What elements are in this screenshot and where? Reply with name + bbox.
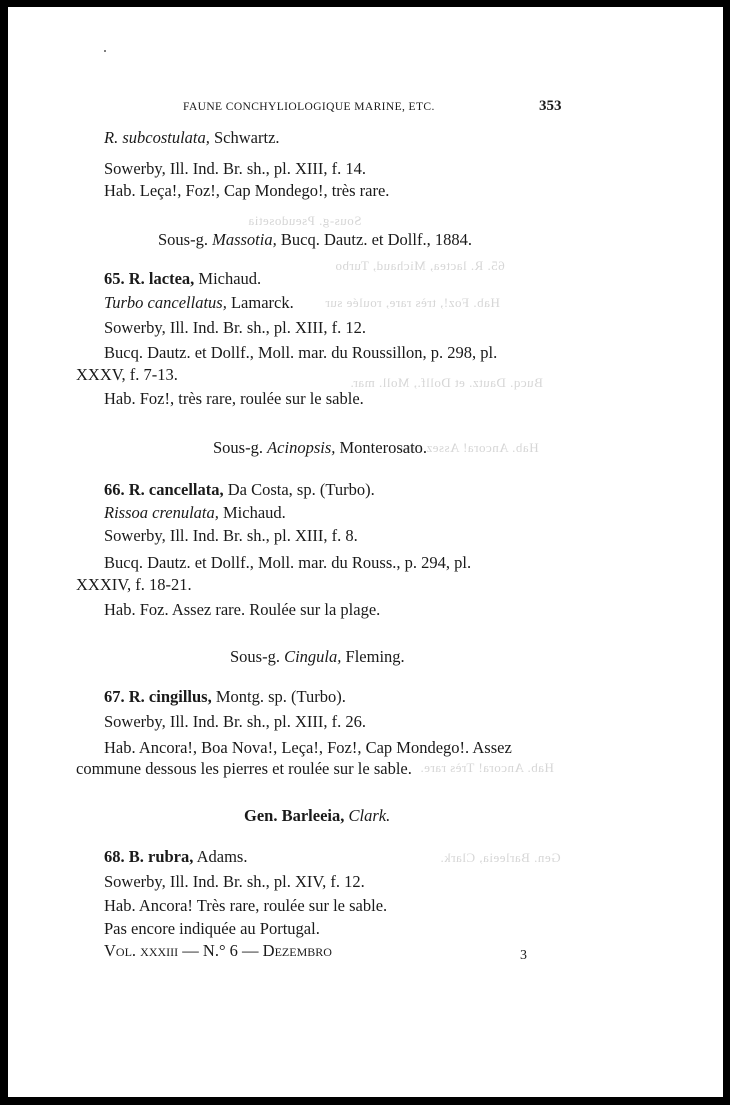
volume-line: Vol. xxxiii — N.° 6 — Dezembro <box>104 941 332 960</box>
bleed-through-text: 65. R. lactea, Michaud, Turbo <box>335 258 505 273</box>
habitat-line: Hab. Foz. Assez rare. Roulée sur la plage. <box>104 600 381 619</box>
bleed-through-text: Bucq. Dautz. et Dollf., Moll. mar. <box>350 375 543 390</box>
synonym-author: Lamarck. <box>226 293 294 312</box>
species-author: Schwartz. <box>209 128 280 147</box>
species-number-name: 67. R. cingillus, <box>104 687 212 706</box>
page-number: 353 <box>539 98 562 114</box>
species-number-name: 65. R. lactea, <box>104 269 195 288</box>
species-number-name: 68. B. rubra, <box>104 847 194 866</box>
reference-line: Sowerby, Ill. Ind. Br. sh., pl. XIII, f. 14. <box>104 159 366 178</box>
reference-line: Sowerby, Ill. Ind. Br. sh., pl. XIII, f. 8. <box>104 526 358 545</box>
reference-line: Sowerby, Ill. Ind. Br. sh., pl. XIII, f. 12. <box>104 318 366 337</box>
bleed-through-text: Hab. Foz!, très rare, roulée sur <box>325 295 500 310</box>
species-name: R. subcostulata, <box>104 128 210 147</box>
habitat-line: Hab. Foz!, très rare, roulée sur le sable. <box>104 389 364 408</box>
genus-name: Gen. Barleeia, <box>244 806 345 825</box>
synonym-line <box>104 503 286 523</box>
subgenus-author: Bucq. Dautz. et Dollf., 1884. <box>276 230 472 249</box>
reference-line: Bucq. Dautz. et Dollf., Moll. mar. du Rouss., p. 294, pl. <box>104 553 472 572</box>
entry-cancellata <box>104 480 375 500</box>
reference-line: Bucq. Dautz. et Dollf., Moll. mar. du Roussillon, p. 298, pl. <box>104 343 498 362</box>
genus-heading-barleeia <box>244 806 390 826</box>
species-author: Montg. sp. (Turbo). <box>211 687 346 706</box>
subgenus-name: Massotia, <box>212 230 277 249</box>
species-number-name: 66. R. cancellata, <box>104 480 224 499</box>
synonym-name: Turbo cancellatus, <box>104 293 227 312</box>
subgenus-author: Fleming. <box>341 647 405 666</box>
subgenus-name: Acinopsis, <box>267 438 336 457</box>
subgenus-author: Monterosato. <box>335 438 428 457</box>
subgenus-heading-acinopsis <box>213 438 427 458</box>
note-line: Pas encore indiquée au Portugal. <box>104 919 320 938</box>
synonym-name: Rissoa crenulata, <box>104 503 219 522</box>
species-author: Michaud. <box>194 269 262 288</box>
entry-cingillus <box>104 687 346 707</box>
signature-mark: 3 <box>520 948 527 963</box>
subgenus-heading-massotia <box>158 230 472 250</box>
habitat-line: Hab. Ancora! Très rare, roulée sur le sable. <box>104 896 388 915</box>
bleed-through-text: Gen. Barleeia, Clark. <box>440 850 561 865</box>
habitat-line: Hab. Ancora!, Boa Nova!, Leça!, Foz!, Cap Mondego!. Assez <box>104 738 512 757</box>
reference-line: Sowerby, Ill. Ind. Br. sh., pl. XIV, f. 12. <box>104 872 365 891</box>
reference-line-continued: XXXV, f. 7-13. <box>76 365 178 384</box>
bleed-through-text: Sous-g. Pseudosetia <box>248 213 362 228</box>
subgenus-prefix: Sous-g. <box>213 438 268 457</box>
entry-subcostulata <box>104 128 280 148</box>
synonym-line <box>104 293 294 313</box>
species-author: Da Costa, sp. (Turbo). <box>223 480 375 499</box>
entry-rubra <box>104 847 247 867</box>
bleed-through-text: Hab. Ancora! Assez rare <box>400 440 539 455</box>
entry-lactea <box>104 269 261 289</box>
habitat-line: Hab. Leça!, Foz!, Cap Mondego!, très rare. <box>104 181 390 200</box>
subgenus-prefix: Sous-g. <box>158 230 213 249</box>
genus-author: Clark. <box>348 806 391 825</box>
subgenus-heading-cingula <box>230 647 405 667</box>
bleed-through-text: Hab. Ancora! Très rare. <box>420 760 554 775</box>
volume-footer <box>104 941 332 961</box>
subgenus-prefix: Sous-g. <box>230 647 285 666</box>
running-title: FAUNE CONCHYLIOLOGIQUE MARINE, ETC. <box>183 101 435 113</box>
speck <box>104 50 106 52</box>
habitat-line-continued: commune dessous les pierres et roulée sur le sable. <box>76 759 412 778</box>
species-author: Adams. <box>193 847 248 866</box>
subgenus-name: Cingula, <box>284 647 342 666</box>
reference-line-continued: XXXIV, f. 18-21. <box>76 575 192 594</box>
synonym-author: Michaud. <box>218 503 286 522</box>
reference-line: Sowerby, Ill. Ind. Br. sh., pl. XIII, f. 26. <box>104 712 366 731</box>
